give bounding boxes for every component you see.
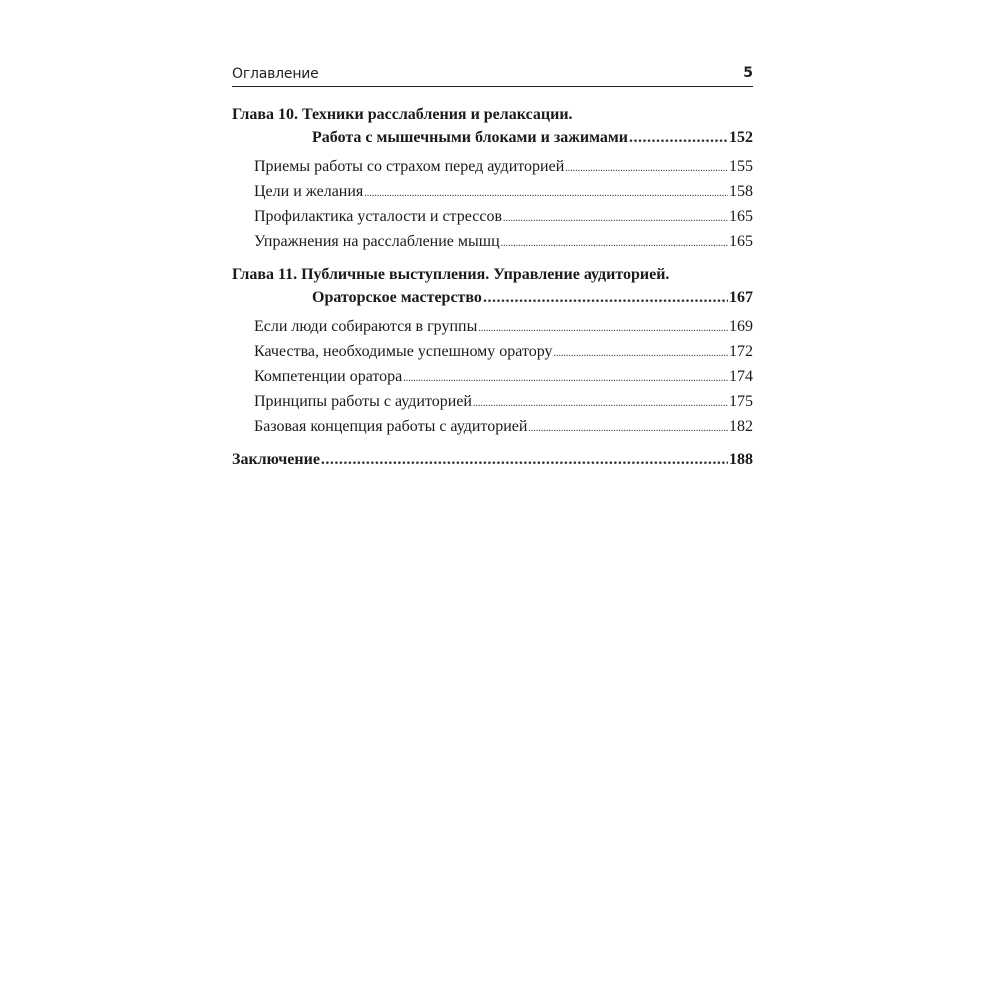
page-header <box>232 64 753 87</box>
leader-dots <box>528 417 728 440</box>
leader-dots <box>629 126 728 149</box>
toc-chapter-11-title-cont[interactable]: Ораторское мастерство ..... 167 <box>232 286 753 309</box>
toc-chapter-10 <box>232 103 753 255</box>
leader-dots <box>403 367 728 390</box>
leader-dots <box>501 232 728 255</box>
toc-item[interactable]: Компетенции оратора ..... 174 <box>232 365 753 390</box>
table-of-contents <box>232 103 753 471</box>
toc-page-number: 172 <box>729 343 753 360</box>
leader-dots <box>473 392 728 415</box>
toc-page-number: 167 <box>729 289 753 306</box>
toc-chapter-11 <box>232 263 753 440</box>
toc-item[interactable]: Базовая концепция работы с аудиторией ..... 182 <box>232 415 753 440</box>
toc-page-number: 155 <box>729 158 753 175</box>
toc-chapter-10-title-cont[interactable]: Работа с мышечными блоками и зажимами ..... 152 <box>232 126 753 149</box>
page-number: 5 <box>743 65 753 81</box>
toc-page-number: 175 <box>729 393 753 410</box>
toc-item[interactable]: Упражнения на расслабление мышц ..... 165 <box>232 230 753 255</box>
toc-item[interactable]: Цели и желания ..... 158 <box>232 180 753 205</box>
toc-item[interactable]: Профилактика усталости и стрессов ..... 165 <box>232 205 753 230</box>
leader-dots <box>503 207 728 230</box>
toc-conclusion[interactable]: Заключение ..... 188 <box>232 448 753 471</box>
leader-dots <box>554 342 728 365</box>
toc-page-number: 158 <box>729 183 753 200</box>
toc-chapter-10-title[interactable]: Глава 10. Техники расслабления и релаксации. <box>232 106 573 123</box>
toc-page-number: 165 <box>729 208 753 225</box>
toc-page-number: 182 <box>729 418 753 435</box>
leader-dots <box>478 317 728 340</box>
leader-dots <box>321 448 728 471</box>
toc-page-number: 188 <box>729 451 753 468</box>
leader-dots <box>483 286 728 309</box>
leader-dots <box>565 157 728 180</box>
toc-chapter-11-title[interactable]: Глава 11. Публичные выступления. Управление аудиторией. <box>232 266 670 283</box>
toc-item[interactable]: Приемы работы со страхом перед аудиторией ..... 155 <box>232 155 753 180</box>
toc-page-number: 169 <box>729 318 753 335</box>
running-title: Оглавление <box>232 66 319 82</box>
toc-item[interactable]: Качества, необходимые успешному оратору ..... 172 <box>232 340 753 365</box>
toc-page-number: 165 <box>729 233 753 250</box>
toc-page-number: 174 <box>729 368 753 385</box>
toc-item[interactable]: Если люди собираются в группы ..... 169 <box>232 315 753 340</box>
leader-dots <box>364 182 728 205</box>
toc-item[interactable]: Принципы работы с аудиторией ..... 175 <box>232 390 753 415</box>
toc-page-number: 152 <box>729 129 753 146</box>
